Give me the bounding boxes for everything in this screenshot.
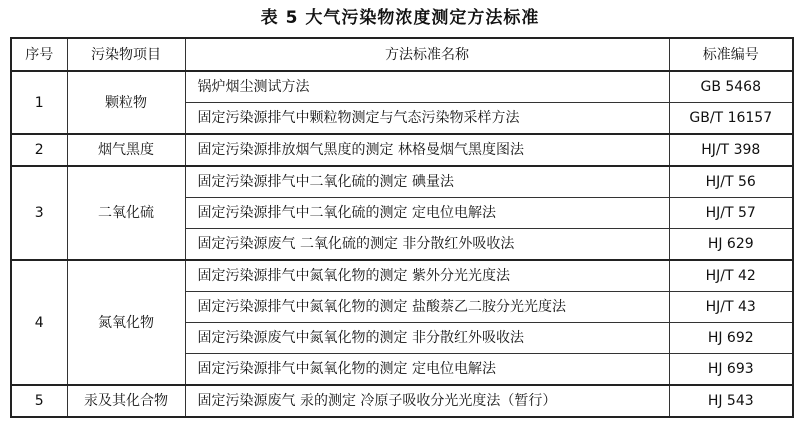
header-item: 污染物项目: [67, 38, 185, 71]
item-cell: 汞及其化合物: [67, 385, 185, 417]
method-cell: 固定污染源废气 二氧化硫的测定 非分散红外吸收法: [185, 229, 669, 261]
method-cell: 固定污染源排气中二氧化硫的测定 碘量法: [185, 166, 669, 198]
item-cell: 烟气黑度: [67, 134, 185, 166]
code-cell: GB/T 16157: [669, 103, 793, 135]
code-cell: HJ 692: [669, 323, 793, 354]
method-cell: 固定污染源排气中二氧化硫的测定 定电位电解法: [185, 198, 669, 229]
code-cell: HJ/T 43: [669, 292, 793, 323]
method-cell: 固定污染源排放烟气黑度的测定 林格曼烟气黑度图法: [185, 134, 669, 166]
code-cell: HJ/T 57: [669, 198, 793, 229]
item-cell: 颗粒物: [67, 71, 185, 134]
method-cell: 固定污染源排气中氮氧化物的测定 紫外分光光度法: [185, 260, 669, 292]
seq-cell: 1: [11, 71, 67, 134]
seq-cell: 4: [11, 260, 67, 385]
table-row: [11, 134, 793, 166]
code-cell: HJ/T 42: [669, 260, 793, 292]
header-code: 标准编号: [669, 38, 793, 71]
method-cell: 固定污染源废气 汞的测定 冷原子吸收分光光度法（暂行）: [185, 385, 669, 417]
seq-cell: 3: [11, 166, 67, 260]
table-row: [11, 71, 793, 103]
table-row: [11, 385, 793, 417]
code-cell: GB 5468: [669, 71, 793, 103]
header-method: 方法标准名称: [185, 38, 669, 71]
code-cell: HJ 543: [669, 385, 793, 417]
code-cell: HJ 693: [669, 354, 793, 386]
method-cell: 固定污染源排气中氮氧化物的测定 盐酸萘乙二胺分光光度法: [185, 292, 669, 323]
seq-cell: 5: [11, 385, 67, 417]
table-caption: 表 5 大气污染物浓度测定方法标准: [260, 8, 540, 28]
header-row: [11, 38, 793, 71]
header-seq: 序号: [11, 38, 67, 71]
code-cell: HJ/T 398: [669, 134, 793, 166]
standards-table: [10, 37, 794, 418]
method-cell: 锅炉烟尘测试方法: [185, 71, 669, 103]
table-row: [11, 260, 793, 292]
item-cell: 二氧化硫: [67, 166, 185, 260]
seq-cell: 2: [11, 134, 67, 166]
item-cell: 氮氧化物: [67, 260, 185, 385]
code-cell: HJ 629: [669, 229, 793, 261]
code-cell: HJ/T 56: [669, 166, 793, 198]
method-cell: 固定污染源排气中颗粒物测定与气态污染物采样方法: [185, 103, 669, 135]
table-row: [11, 166, 793, 198]
method-cell: 固定污染源排气中氮氧化物的测定 定电位电解法: [185, 354, 669, 386]
method-cell: 固定污染源废气中氮氧化物的测定 非分散红外吸收法: [185, 323, 669, 354]
